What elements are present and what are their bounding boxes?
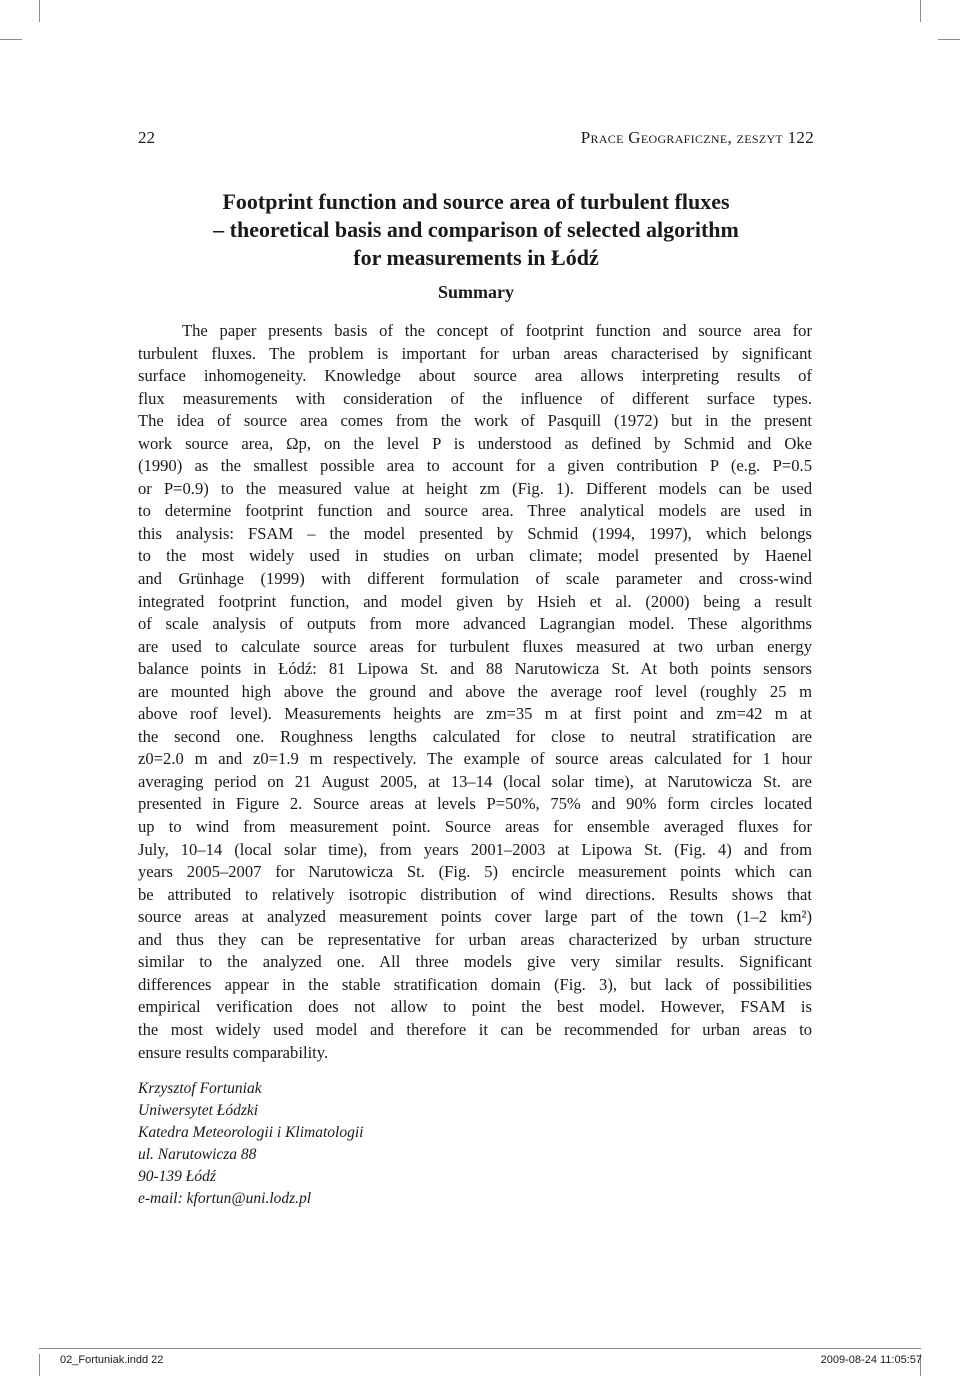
author-name: Krzysztof Fortuniak — [138, 1080, 262, 1097]
summary-line: July, 10–14 (local solar time), from years 2001–2003 at Lipowa St. (Fig. 4) and from — [138, 839, 812, 859]
summary-line: integrated footprint function, and model given by Hsieh et al. (2000) being a result — [138, 591, 812, 611]
summary-line: of scale analysis of outputs from more advanced Lagrangian model. These algorithms — [138, 614, 812, 634]
title-line: Footprint function and source area of turbulent fluxes — [222, 189, 730, 214]
summary-line: similar to the analyzed one. All three models give very similar results. Significant — [138, 952, 812, 972]
summary-line: empirical verification does not allow to point the best model. However, FSAM is — [138, 997, 812, 1017]
summary-line: or P=0.9) to the measured value at height zm (Fig. 1). Different models can be used — [138, 478, 812, 498]
summary-line: surface inhomogeneity. Knowledge about source area allows interpreting results of — [138, 366, 812, 386]
summary-line: and Grünhage (1999) with different formulation of scale parameter and cross-wind — [138, 569, 812, 589]
footer-filename: 02_Fortuniak.indd 22 — [60, 1354, 164, 1366]
summary-line: source areas at analyzed measurement points cover large part of the town (1–2 km²) — [138, 907, 812, 927]
summary-line: work source area, Ωp, on the level P is understood as defined by Schmid and Oke — [138, 433, 812, 453]
summary-line: this analysis: FSAM – the model presented by Schmid (1994, 1997), which belongs — [138, 523, 812, 543]
author-university: Uniwersytet Łódzki — [138, 1102, 259, 1119]
summary-line: averaging period on 21 August 2005, at 13–14 (local solar time), at Narutowicza St. are — [138, 771, 812, 791]
summary-line: the second one. Roughness lengths calculated for close to neutral stratification are — [138, 726, 812, 746]
summary-line: ensure results comparability. — [138, 1042, 329, 1062]
summary-line: turbulent fluxes. The problem is important for urban areas characterised by significant — [138, 343, 812, 363]
summary-line: z0=2.0 m and z0=1.9 m respectively. The example of source areas calculated for 1 hour — [138, 749, 812, 769]
summary-body — [138, 320, 812, 1064]
title-line: for measurements in Łódź — [353, 245, 599, 270]
footer-timestamp: 2009-08-24 11:05:57 — [820, 1354, 922, 1366]
summary-line: flux measurements with consideration of the influence of different surface types. — [138, 388, 812, 408]
summary-line: The paper presents basis of the concept of footprint function and source area for — [182, 321, 812, 340]
summary-line: be attributed to relatively isotropic distribution of wind directions. Results shows that — [138, 884, 812, 904]
footer-rule — [39, 1348, 921, 1349]
running-head: Prace Geograficzne, zeszyt 122 — [580, 128, 814, 147]
summary-line: up to wind from measurement point. Source areas for ensemble averaged fluxes for — [138, 817, 812, 837]
author-city: 90-139 Łódź — [138, 1168, 216, 1185]
crop-mark — [0, 39, 22, 40]
author-department: Katedra Meteorologii i Klimatologii — [138, 1124, 364, 1141]
paper-title — [138, 188, 814, 272]
summary-line: to the most widely used in studies on urban climate; model presented by Haenel — [138, 546, 812, 566]
summary-line: The idea of source area comes from the work of Pasquill (1972) but in the present — [138, 411, 812, 431]
summary-line: differences appear in the stable stratification domain (Fig. 3), but lack of possibilities — [138, 974, 812, 994]
crop-mark — [938, 39, 960, 40]
summary-heading: Summary — [438, 282, 514, 302]
title-line: – theoretical basis and comparison of selected algorithm — [213, 217, 739, 242]
summary-line: to determine footprint function and source area. Three analytical models are used in — [138, 501, 812, 521]
summary-line: balance points in Łódź: 81 Lipowa St. and 88 Narutowicza St. At both points sensors — [138, 659, 812, 679]
author-block — [138, 1078, 363, 1210]
page-number: 22 — [138, 128, 155, 147]
crop-mark — [920, 0, 921, 22]
summary-line: presented in Figure 2. Source areas at levels P=50%, 75% and 90% form circles located — [138, 794, 812, 814]
summary-line: are used to calculate source areas for turbulent fluxes measured at two urban energy — [138, 636, 812, 656]
author-street: ul. Narutowicza 88 — [138, 1146, 257, 1163]
summary-line: and thus they can be representative for urban areas characterized by urban structure — [138, 929, 812, 949]
summary-line: years 2005–2007 for Narutowicza St. (Fig. 5) encircle measurement points which can — [138, 862, 812, 882]
crop-mark — [39, 0, 40, 22]
summary-line: (1990) as the smallest possible area to account for a given contribution P (e.g. P=0.5 — [138, 456, 812, 476]
summary-line: above roof level). Measurements heights are zm=35 m at first point and zm=42 m at — [138, 704, 812, 724]
crop-mark — [39, 1354, 40, 1376]
summary-line: are mounted high above the ground and above the average roof level (roughly 25 m — [138, 681, 812, 701]
author-email: e-mail: kfortun@uni.lodz.pl — [138, 1190, 312, 1207]
summary-line: the most widely used model and therefore it can be recommended for urban areas to — [138, 1019, 812, 1039]
